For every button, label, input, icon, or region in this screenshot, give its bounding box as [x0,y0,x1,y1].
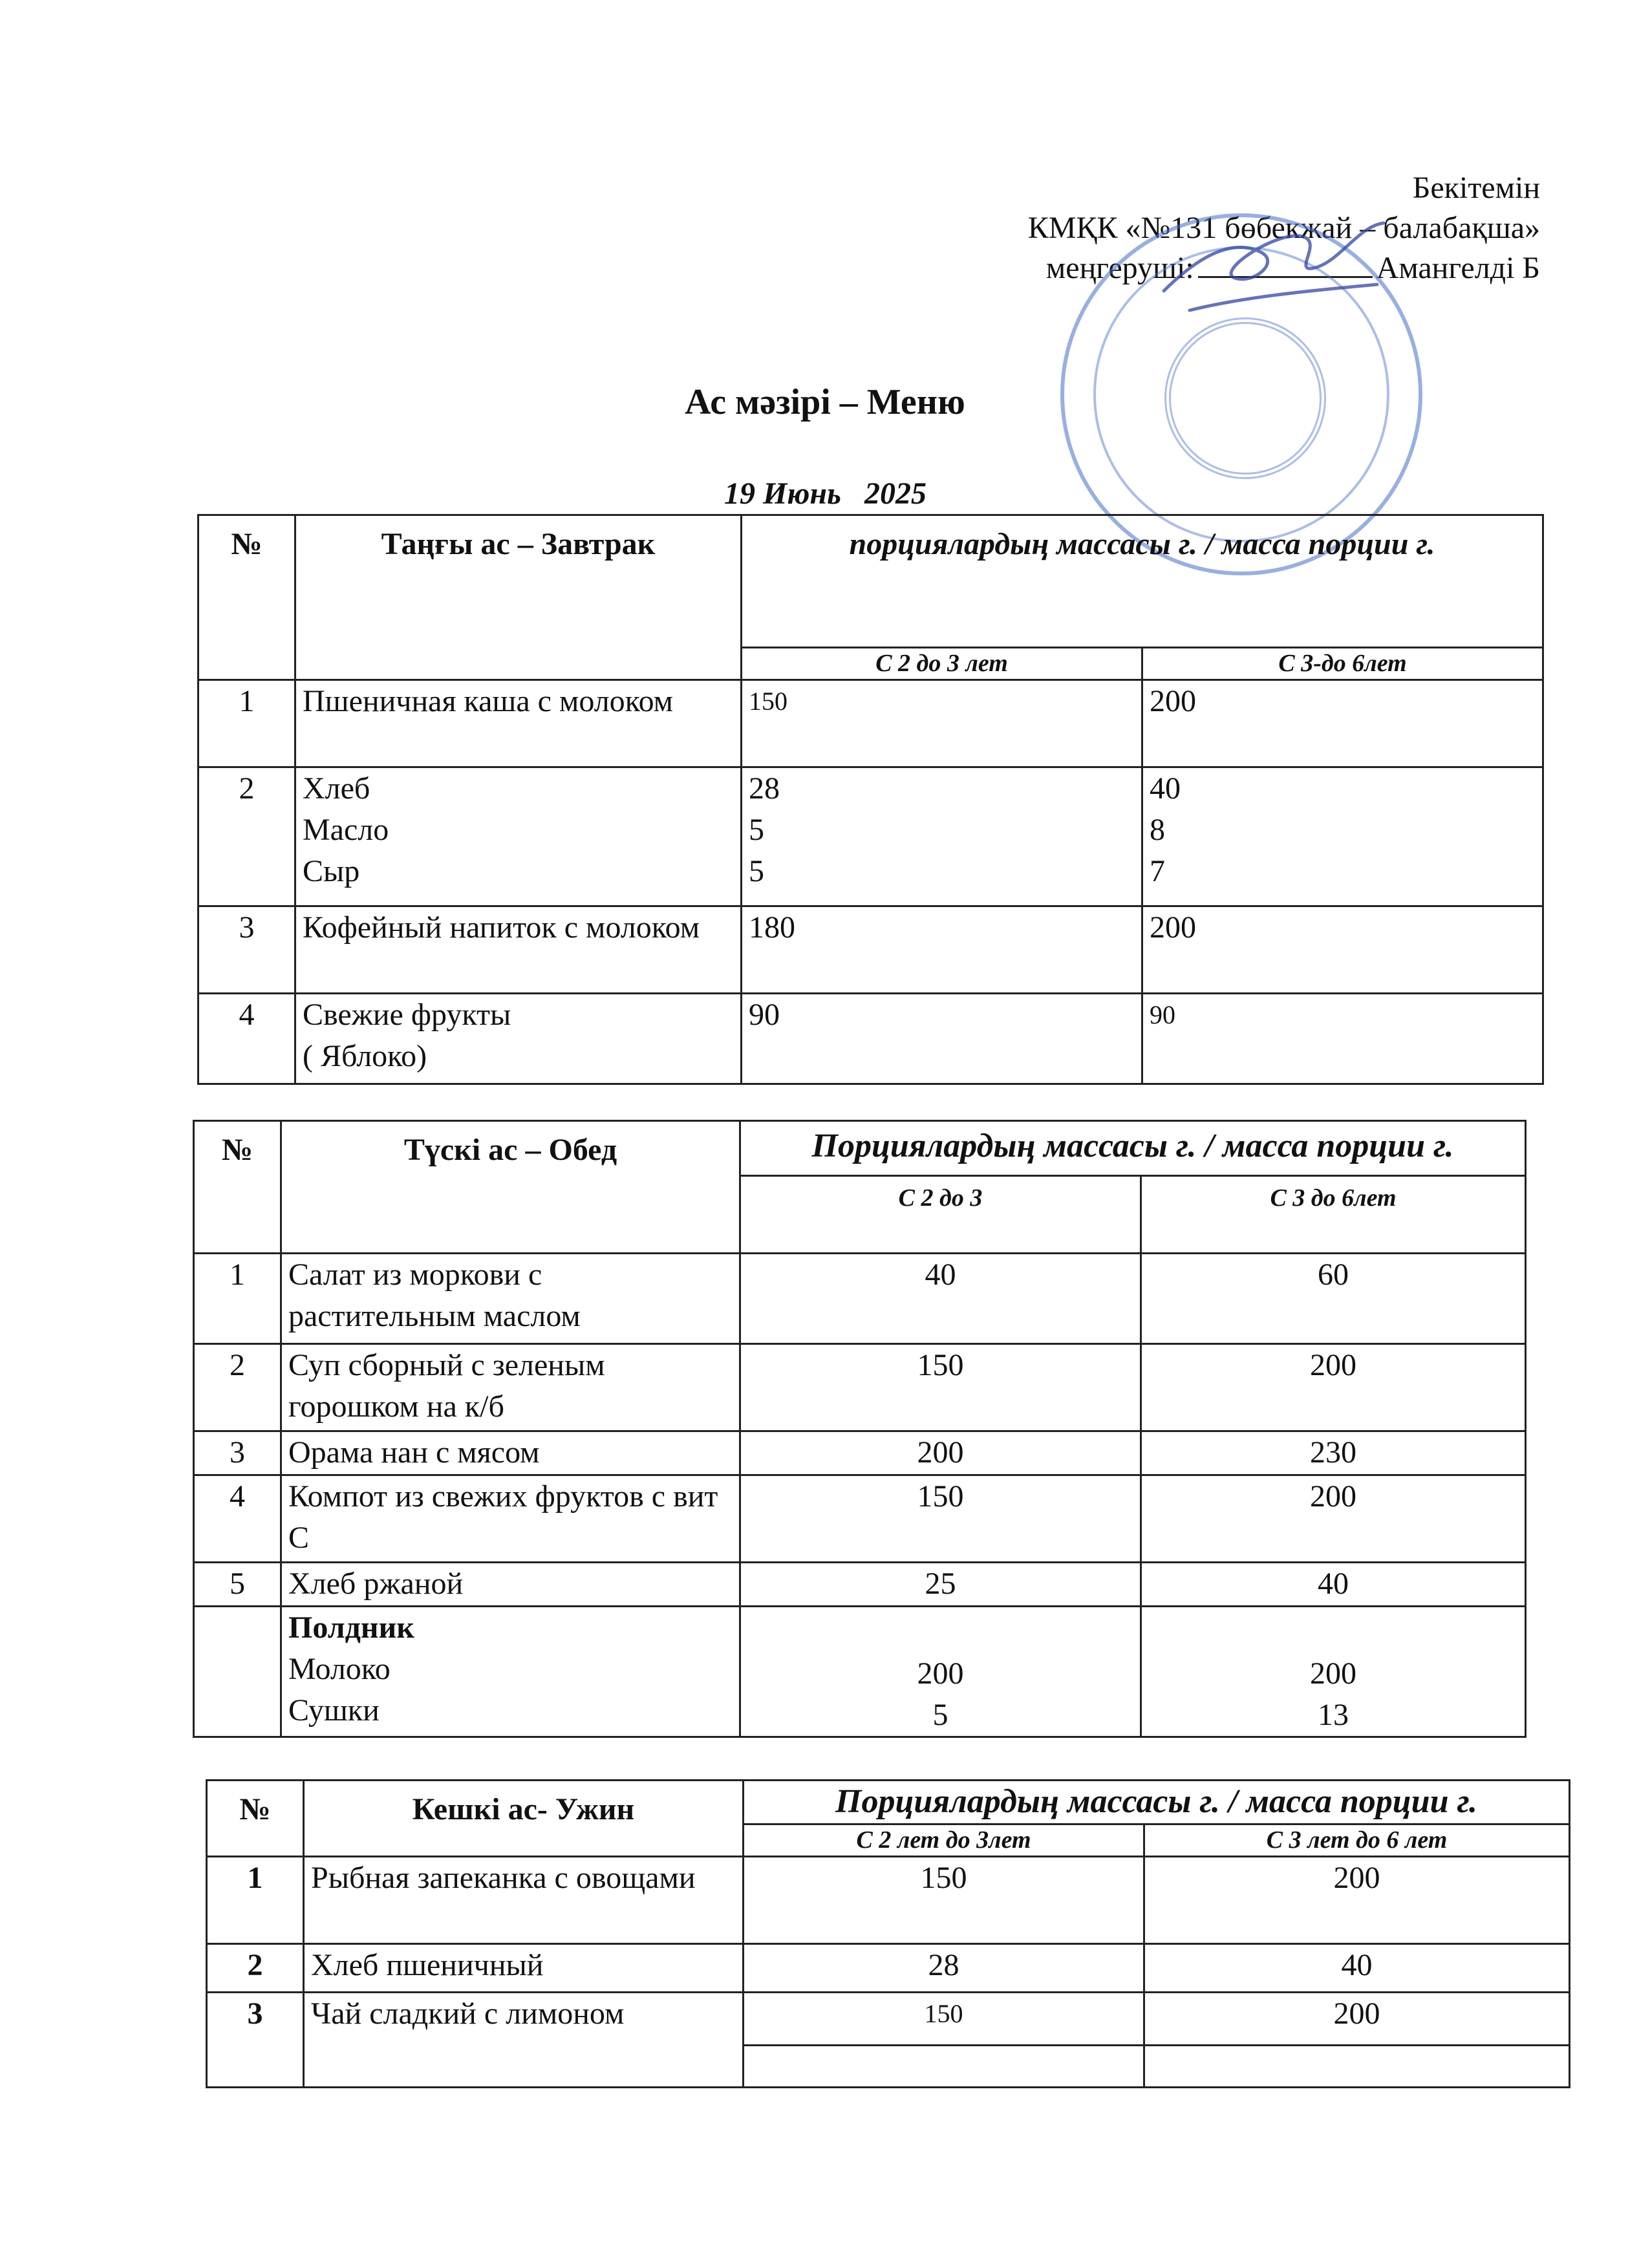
portion-age-2-3: 150 [744,1857,1144,1944]
approval-line-1: Бекітемін [1412,171,1540,205]
row-number: 1 [194,1254,281,1344]
row-number: 2 [207,1944,304,1993]
portion-age-3-6: 230 [1141,1431,1526,1475]
row-number: 5 [194,1563,281,1607]
page-title: Ас мәзірі – Меню [685,382,965,422]
table-row [194,1254,1526,1344]
row-number: 2 [198,767,295,906]
table-row [207,1857,1570,1944]
row-number: 3 [198,906,295,994]
dish-name: Хлеб ржаной [281,1563,740,1607]
approval-block [635,168,1540,288]
breakfast-table [197,514,1544,1085]
portion-age-3-6: 200 [1141,1344,1526,1431]
signature-icon [1151,213,1397,323]
lunch-age-header-1: С 2 до 3 [740,1176,1141,1254]
snack-portion-age-2-3: 200 5 [740,1607,1141,1737]
row-number: 4 [198,994,295,1084]
portion-age-3-6: 60 [1141,1254,1526,1344]
empty-cell [744,2046,1144,2088]
snack-portion-age-3-6: 200 13 [1141,1607,1526,1737]
portion-age-2-3: 150 [740,1475,1141,1563]
dish-name: Свежие фрукты ( Яблоко) [295,994,742,1084]
dinner-meal-header: Кешкі ас- Ужин [304,1781,744,1857]
approval-head-label: меңгерушi: [1045,251,1194,285]
dish-name: Хлеб пшеничный [304,1944,744,1993]
breakfast-mass-header: порциялардың массасы г. / масса порции г. [742,515,1543,648]
table-row [198,906,1543,994]
portion-age-3-6: 200 [1144,1993,1570,2046]
dish-name: Компот из свежих фруктов с вит С [281,1475,740,1563]
lunch-table [193,1120,1527,1738]
row-number: 1 [198,680,295,767]
dish-name: Салат из моркови с растительным маслом [281,1254,740,1344]
portion-age-3-6: 200 [1141,1475,1526,1563]
menu-date: 19 Июнь 2025 [724,476,927,511]
dish-name: Хлеб Масло Сыр [295,767,742,906]
table-row [198,767,1543,906]
table-row [198,680,1543,767]
snack-items: Молоко Сушки [288,1652,391,1728]
breakfast-age-header-2: С 3-до 6лет [1142,648,1543,680]
breakfast-age-header-1: С 2 до 3 лет [742,648,1142,680]
portion-age-3-6: 40 8 7 [1142,767,1543,906]
lunch-meal-header: Түскі ас – Обед [281,1121,740,1254]
portion-age-2-3: 25 [740,1563,1141,1607]
row-number: 2 [194,1344,281,1431]
approval-head-line [635,248,1540,288]
portion-age-2-3: 180 [742,906,1142,994]
portion-age-2-3: 150 [740,1344,1141,1431]
row-number: 3 [194,1431,281,1475]
snack-title: Полдник [288,1610,414,1645]
portion-age-2-3: 200 [740,1431,1141,1475]
empty-cell [1144,2046,1570,2088]
dish-name: Чай сладкий с лимоном [304,1993,744,2088]
breakfast-num-header: № [198,515,295,680]
dinner-age-header-1: С 2 лет до 3лет [744,1824,1144,1857]
dish-name: Рыбная запеканка с овощами [304,1857,744,1944]
portion-age-3-6: 200 [1142,680,1543,767]
dish-name: Кофейный напиток с молоком [295,906,742,994]
row-number: 4 [194,1475,281,1563]
dish-name: Суп сборный с зеленым горошком на к/б [281,1344,740,1431]
portion-age-2-3: 40 [740,1254,1141,1344]
lunch-mass-header: Порциялардың массасы г. / масса порции г. [740,1121,1526,1176]
portion-age-2-3: 150 [744,1993,1144,2046]
row-number: 3 [207,1993,304,2088]
table-row [194,1475,1526,1563]
lunch-age-header-2: С 3 до 6лет [1141,1176,1526,1254]
table-row [207,1993,1570,2046]
portion-age-3-6: 40 [1144,1944,1570,1993]
table-row [194,1431,1526,1475]
dish-name: Орама нан с мясом [281,1431,740,1475]
breakfast-meal-header: Таңғы ас – Завтрак [295,515,742,680]
portion-age-2-3: 28 [744,1944,1144,1993]
portion-age-2-3: 150 [742,680,1142,767]
row-number: 1 [207,1857,304,1944]
portion-age-3-6: 40 [1141,1563,1526,1607]
snack-cell [281,1607,740,1737]
dinner-num-header: № [207,1781,304,1857]
table-row [194,1344,1526,1431]
dish-name: Пшеничная каша с молоком [295,680,742,767]
dinner-table [206,1779,1570,2088]
dinner-age-header-2: С 3 лет до 6 лет [1144,1824,1570,1857]
portion-age-2-3: 28 5 5 [742,767,1142,906]
table-row [198,994,1543,1084]
table-row [194,1607,1526,1737]
dinner-mass-header: Порциялардың массасы г. / масса порции г. [744,1781,1570,1824]
portion-age-2-3: 90 [742,994,1142,1084]
portion-age-3-6: 200 [1142,906,1543,994]
table-row [194,1563,1526,1607]
lunch-num-header: № [194,1121,281,1254]
table-row [207,1944,1570,1993]
portion-age-3-6: 200 [1144,1857,1570,1944]
snack-number [194,1607,281,1737]
approval-org-name: КМҚК «№131 бөбекжай – балабақша» [1027,211,1540,245]
approval-head-name: Амангелді Б [1376,251,1540,285]
portion-age-3-6: 90 [1142,994,1543,1084]
